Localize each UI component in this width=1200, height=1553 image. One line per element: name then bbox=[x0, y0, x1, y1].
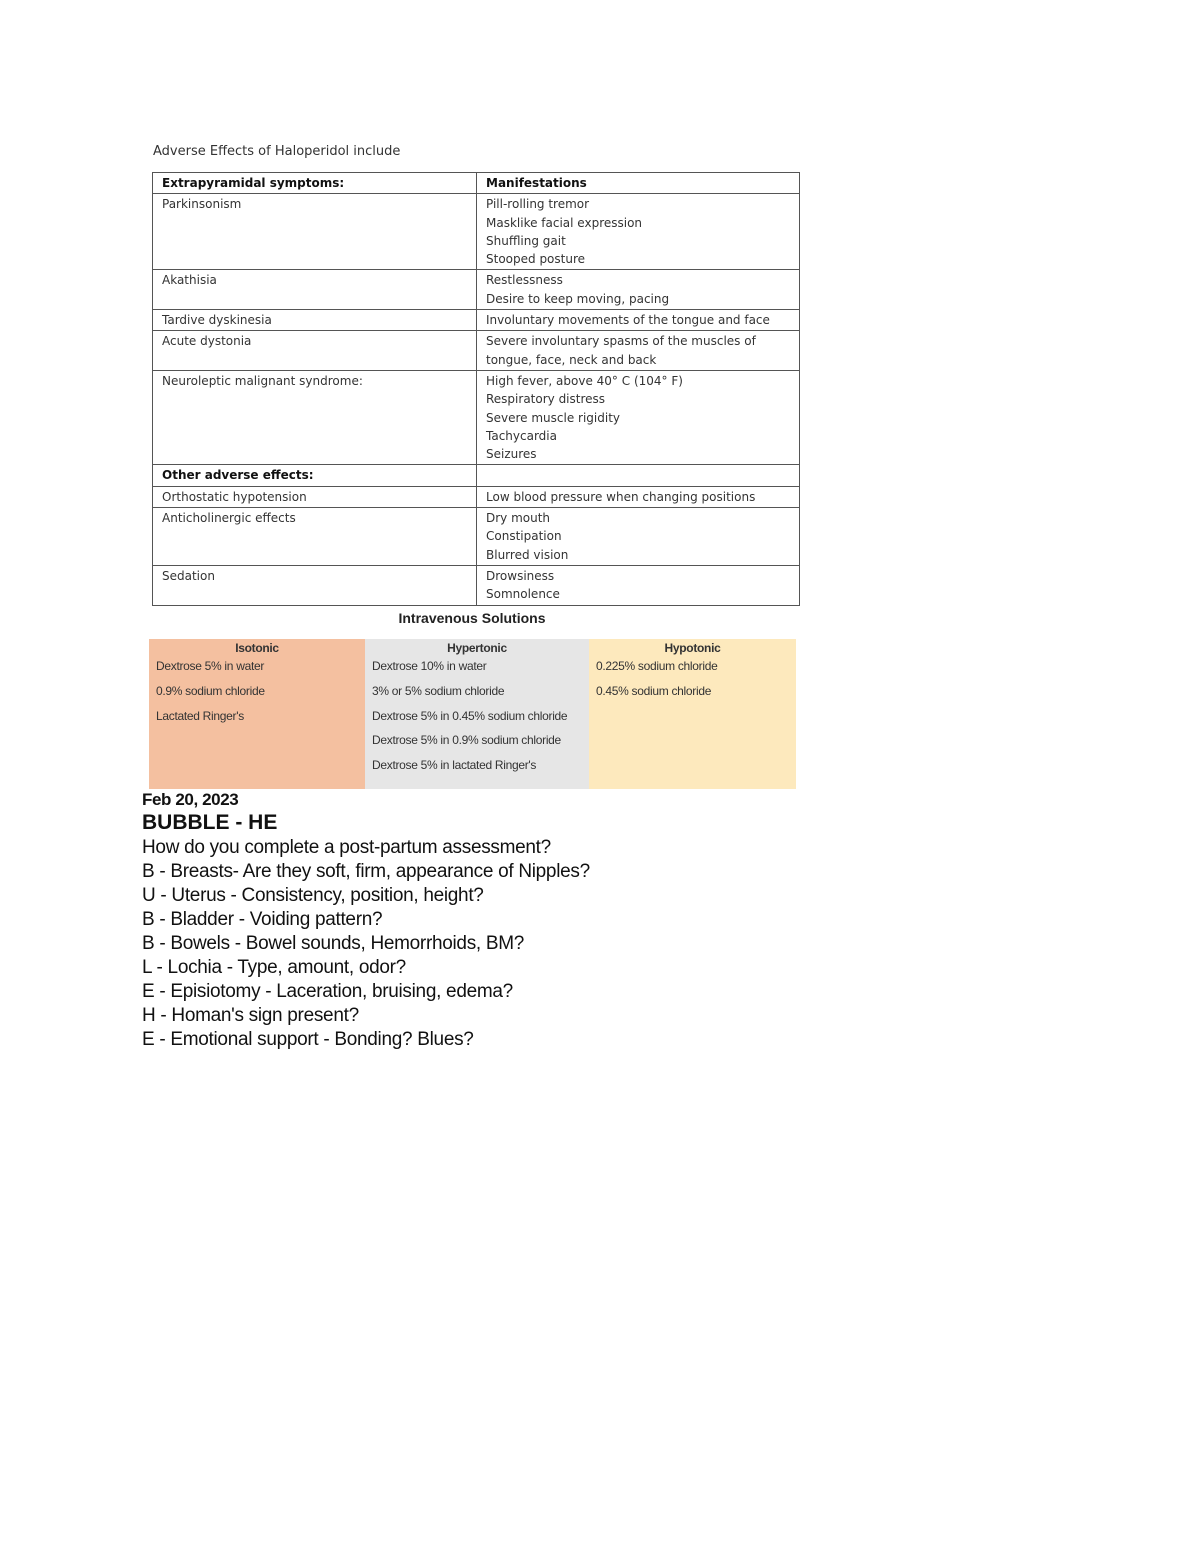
effect-cell: Tardive dyskinesia bbox=[153, 310, 477, 331]
manifestation-line: Drowsiness bbox=[486, 568, 555, 583]
manifestation-cell bbox=[477, 310, 800, 331]
iv-solution-item: Dextrose 5% in water bbox=[156, 659, 265, 673]
iv-item-list bbox=[589, 657, 796, 707]
manifestation-cell bbox=[477, 270, 800, 310]
header-manifestations: Manifestations bbox=[477, 173, 800, 194]
manifestation-cell bbox=[477, 194, 800, 270]
manifestation-line: High fever, above 40° C (104° F) bbox=[486, 373, 683, 388]
manifestation-cell bbox=[477, 508, 800, 566]
note-date: Feb 20, 2023 bbox=[142, 790, 239, 809]
table-header-row bbox=[153, 173, 800, 194]
table-row bbox=[153, 465, 800, 486]
manifestation-line: Blurred vision bbox=[486, 547, 569, 562]
iv-solution-item: 3% or 5% sodium chloride bbox=[372, 683, 505, 698]
note-line: B - Breasts- Are they soft, firm, appearance of Nipples? bbox=[142, 861, 590, 882]
manifestation-line: Stooped posture bbox=[486, 252, 586, 267]
manifestation-line: Severe involuntary spasms of the muscles of bbox=[486, 334, 756, 349]
manifestation-cell bbox=[477, 331, 800, 371]
iv-solution-item: Dextrose 5% in 0.45% sodium chloride bbox=[372, 708, 568, 723]
table-body bbox=[153, 194, 800, 605]
iv-solutions-title: Intravenous Solutions bbox=[398, 610, 546, 626]
note-line: H - Homan's sign present? bbox=[142, 1005, 359, 1026]
table-row bbox=[153, 194, 800, 270]
table-row bbox=[153, 370, 800, 464]
manifestation-line: Masklike facial expression bbox=[486, 215, 643, 230]
iv-solution-item: 0.225% sodium chloride bbox=[596, 659, 718, 673]
note-line: L - Lochia - Type, amount, odor? bbox=[142, 957, 406, 978]
iv-solution-item: 0.45% sodium chloride bbox=[596, 683, 712, 698]
note-line: E - Episiotomy - Laceration, bruising, edema? bbox=[142, 981, 513, 1002]
manifestation-line: Pill-rolling tremor bbox=[486, 197, 590, 212]
manifestation-cell bbox=[477, 486, 800, 507]
manifestation-line: Severe muscle rigidity bbox=[486, 410, 621, 425]
manifestation-line: Somnolence bbox=[486, 587, 560, 602]
effect-cell: Akathisia bbox=[153, 270, 477, 310]
effect-cell: Anticholinergic effects bbox=[153, 508, 477, 566]
note-line: How do you complete a post-partum assessment? bbox=[142, 837, 551, 858]
effect-cell: Orthostatic hypotension bbox=[153, 486, 477, 507]
table-row bbox=[153, 508, 800, 566]
manifestation-line: Dry mouth bbox=[486, 511, 551, 526]
manifestation-cell bbox=[477, 465, 800, 486]
iv-item-list bbox=[149, 657, 365, 731]
iv-item-list bbox=[365, 657, 589, 781]
iv-solution-item: Lactated Ringer's bbox=[156, 708, 244, 723]
manifestation-cell bbox=[477, 370, 800, 464]
manifestation-line: Tachycardia bbox=[486, 428, 557, 443]
manifestation-line: Desire to keep moving, pacing bbox=[486, 291, 670, 306]
table-row bbox=[153, 310, 800, 331]
iv-column-isotonic bbox=[149, 639, 365, 789]
effect-cell: Acute dystonia bbox=[153, 331, 477, 371]
iv-column-hypertonic bbox=[365, 639, 589, 789]
iv-solution-item: 0.9% sodium chloride bbox=[156, 683, 265, 698]
manifestation-line: Seizures bbox=[486, 447, 537, 462]
haloperidol-adverse-effects-table bbox=[152, 172, 800, 606]
postpartum-notes bbox=[142, 789, 590, 1052]
effect-cell: Neuroleptic malignant syndrome: bbox=[153, 370, 477, 464]
note-line: B - Bladder - Voiding pattern? bbox=[142, 909, 383, 930]
iv-column-header: Hypotonic bbox=[664, 641, 721, 655]
iv-solution-item: Dextrose 5% in lactated Ringer's bbox=[372, 758, 537, 773]
manifestation-line: Involuntary movements of the tongue and face bbox=[486, 313, 770, 328]
table-row bbox=[153, 486, 800, 507]
note-heading: BUBBLE - HE bbox=[142, 811, 278, 834]
manifestation-line: Restlessness bbox=[486, 273, 563, 288]
iv-column-header: Isotonic bbox=[235, 641, 279, 655]
note-line: B - Bowels - Bowel sounds, Hemorrhoids, BM? bbox=[142, 933, 525, 954]
iv-column-header: Hypertonic bbox=[447, 641, 507, 655]
effect-cell: Parkinsonism bbox=[153, 194, 477, 270]
manifestation-line: Shuffling gait bbox=[486, 233, 566, 248]
note-line: U - Uterus - Consistency, position, height? bbox=[142, 885, 484, 906]
header-extrapyramidal: Extrapyramidal symptoms: bbox=[153, 173, 477, 194]
table-row bbox=[153, 565, 800, 605]
manifestation-line: Constipation bbox=[486, 529, 562, 544]
manifestation-cell bbox=[477, 565, 800, 605]
table-row bbox=[153, 331, 800, 371]
effect-cell: Other adverse effects: bbox=[153, 465, 477, 486]
effect-cell: Sedation bbox=[153, 565, 477, 605]
note-lines bbox=[142, 836, 590, 1052]
iv-solution-item: Dextrose 10% in water bbox=[372, 659, 487, 673]
manifestation-line: Low blood pressure when changing positions bbox=[486, 489, 756, 504]
manifestation-line: Respiratory distress bbox=[486, 392, 606, 407]
haloperidol-table-caption: Adverse Effects of Haloperidol include bbox=[153, 144, 401, 159]
table-row bbox=[153, 270, 800, 310]
manifestation-line: tongue, face, neck and back bbox=[486, 352, 657, 367]
note-line: E - Emotional support - Bonding? Blues? bbox=[142, 1029, 474, 1050]
iv-column-hypotonic bbox=[589, 639, 796, 789]
iv-solution-item: Dextrose 5% in 0.9% sodium chloride bbox=[372, 733, 561, 748]
